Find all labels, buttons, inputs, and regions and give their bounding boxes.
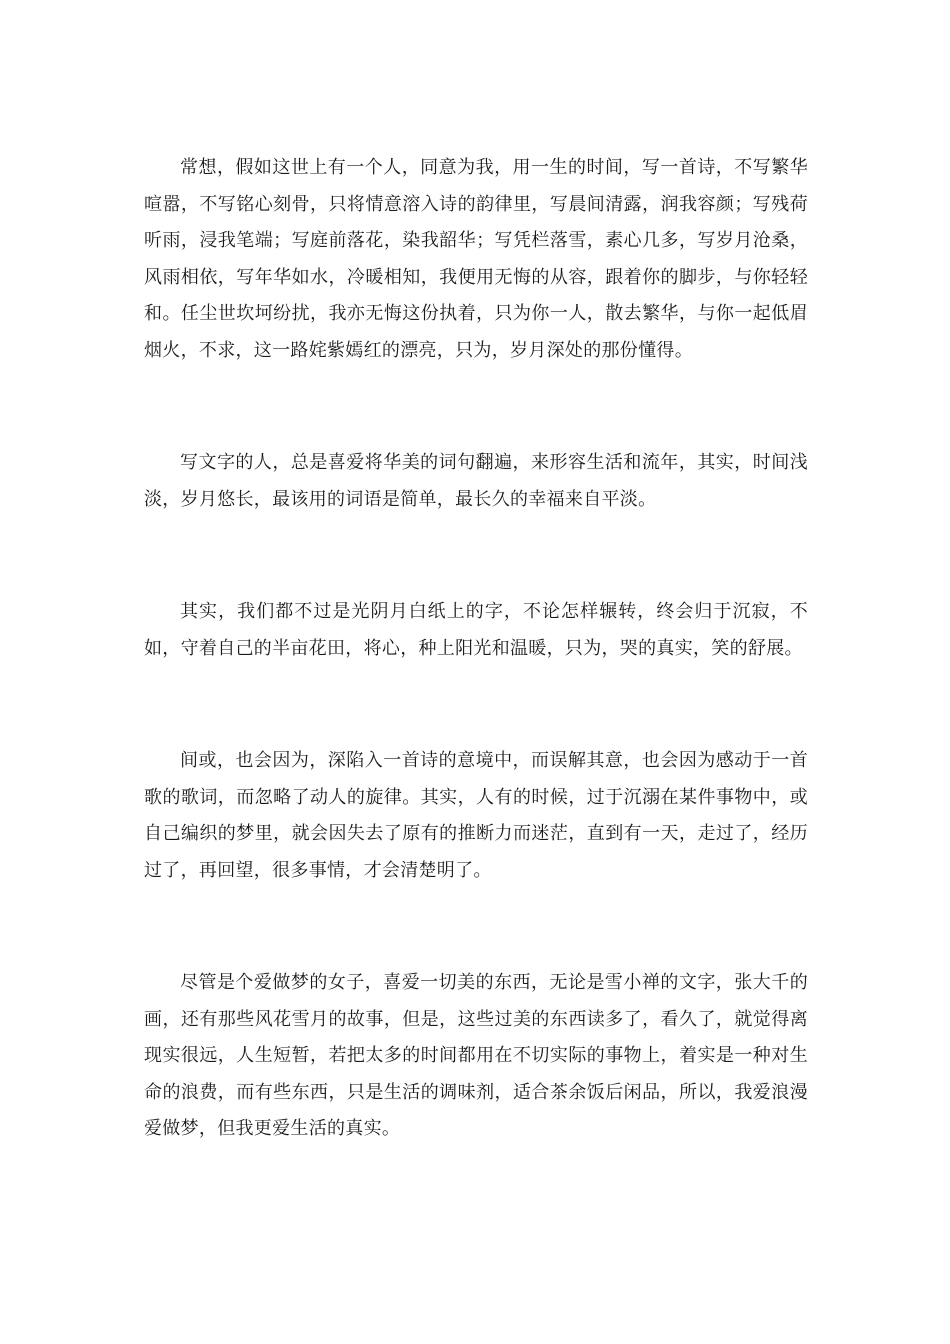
paragraph-5: 尽管是个爱做梦的女子，喜爱一切美的东西，无论是雪小禅的文字，张大千的画，还有那些风花雪月的故事，但是，这些过美的东西读多了，看久了，就觉得离现实很远，人生短暂，若把太多的时间都用在不切实际的事物上，着实是一种对生命的浪费，而有些东西，只是生活的调味剂，适合茶余饭后闲品，所以，我爱浪漫爱做梦，但我更爱生活的真实。 bbox=[144, 972, 808, 1139]
paragraph-3: 其实，我们都不过是光阴月白纸上的字，不论怎样辗转，终会归于沉寂，不如，守着自己的半亩花田，将心，种上阳光和温暖，只为，哭的真实，笑的舒展。 bbox=[144, 601, 808, 659]
paragraph-2: 写文字的人，总是喜爱将华美的词句翻遍，来形容生活和流年，其实，时间浅淡，岁月悠长，最该用的词语是简单，最长久的幸福来自平淡。 bbox=[144, 452, 808, 510]
paragraph-1: 常想，假如这世上有一个人，同意为我，用一生的时间，写一首诗，不写繁华喧嚣，不写铭心刻骨，只将情意溶入诗的韵律里，写晨间清露，润我容颜；写残荷听雨，浸我笔端；写庭前落花，染我韶华；写凭栏落雪，素心几多，写岁月沧桑，风雨相依，写年华如水，冷暖相知，我便用无悔的从容，跟着你的脚步，与你轻轻和。任尘世坎坷纷扰，我亦无悔这份执着，只为你一人，散去繁华，与你一起低眉烟火，不求，这一路姹紫嫣红的漂亮，只为，岁月深处的那份懂得。 bbox=[144, 157, 808, 361]
document-body bbox=[144, 150, 808, 1148]
paragraph-4: 间或，也会因为，深陷入一首诗的意境中，而误解其意，也会因为感动于一首歌的歌词，而忽略了动人的旋律。其实，人有的时候，过于沉溺在某件事物中，或自己编织的梦里，就会因失去了原有的推断力而迷茫，直到有一天，走过了，经历过了，再回望，很多事情，才会清楚明了。 bbox=[144, 750, 808, 881]
